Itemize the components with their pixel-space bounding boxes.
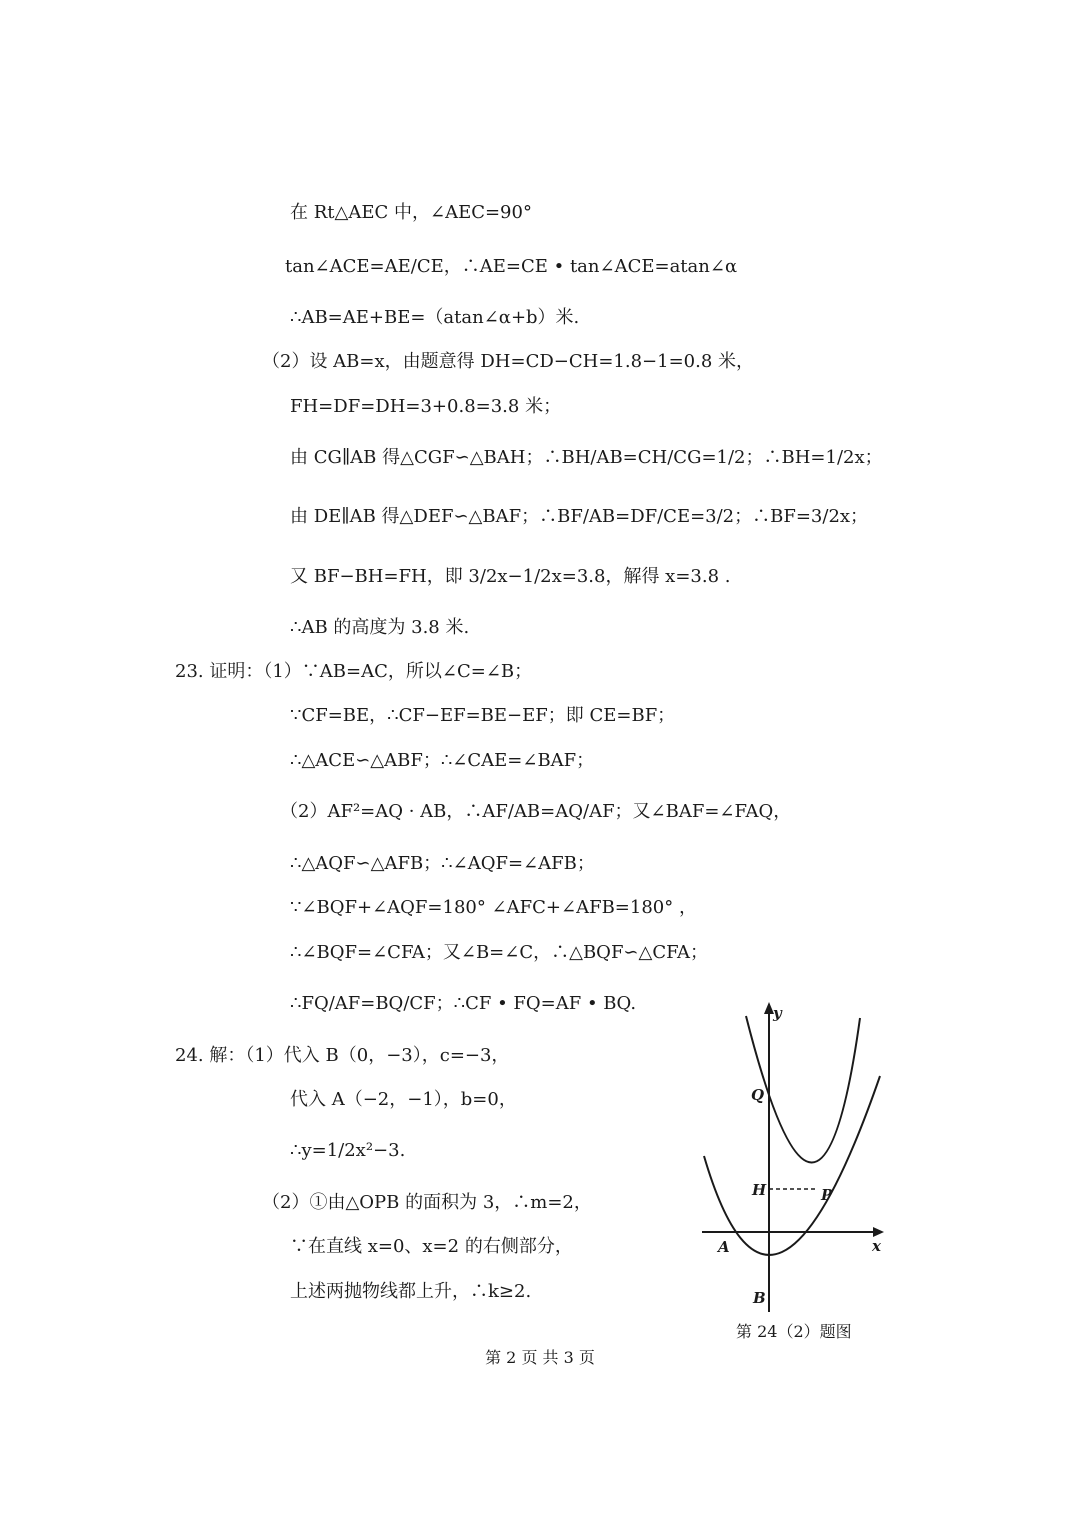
text-line: 上述两抛物线都上升，∴k≥2.	[290, 1281, 532, 1302]
text-line: 23. 证明：（1）∵AB=AC，所以∠C=∠B；	[175, 661, 533, 682]
label-h: H	[752, 1181, 767, 1199]
label-x: x	[872, 1237, 881, 1255]
text-line: ∴FQ/AF=BQ/CF；∴CF • FQ=AF • BQ.	[290, 993, 637, 1014]
text-line: ∴∠BQF=∠CFA；又∠B=∠C，∴△BQF∽△CFA；	[290, 942, 709, 963]
parabola-lower	[704, 1076, 880, 1255]
text-line: 在 Rt△AEC 中，∠AEC=90°	[290, 202, 532, 223]
text-line: tan∠ACE=AE/CE，∴AE=CE • tan∠ACE=atan∠α	[285, 256, 738, 277]
text-line: ∵∠BQF+∠AQF=180° ∠AFC+∠AFB=180° ，	[290, 897, 697, 918]
label-b: B	[753, 1289, 766, 1307]
text-line: （2）设 AB=x，由题意得 DH=CD−CH=1.8−1=0.8 米，	[262, 351, 754, 372]
parabola-figure	[690, 998, 900, 1318]
label-y: y	[773, 1004, 782, 1022]
text-line: ∵在直线 x=0、x=2 的右侧部分，	[290, 1236, 573, 1257]
text-line: ∵CF=BE，∴CF−EF=BE−EF；即 CE=BF；	[290, 705, 676, 726]
text-line: 由 CG∥AB 得△CGF∽△BAH；∴BH/AB=CH/CG=1/2；∴BH=1/2x；	[290, 447, 883, 468]
text-line: ∴y=1/2x²−3.	[290, 1140, 406, 1161]
text-line: 24. 解：（1）代入 B（0，−3），c=−3，	[175, 1045, 510, 1066]
text-line: FH=DF=DH=3+0.8=3.8 米；	[290, 396, 562, 417]
text-line: 又 BF−BH=FH，即 3/2x−1/2x=3.8，解得 x=3.8 .	[290, 566, 731, 587]
text-line: ∴AB=AE+BE=（atan∠α+b）米.	[290, 307, 580, 328]
text-line: （2）AF²=AQ · AB，∴AF/AB=AQ/AF；又∠BAF=∠FAQ，	[280, 801, 792, 822]
text-line: 由 DE∥AB 得△DEF∽△BAF；∴BF/AB=DF/CE=3/2；∴BF=3/2x；	[290, 506, 869, 527]
text-line: ∴△AQF∽△AFB；∴∠AQF=∠AFB；	[290, 853, 595, 874]
figure-caption: 第 24（2）题图	[736, 1322, 852, 1341]
label-q: Q	[751, 1086, 765, 1104]
text-line: 代入 A（−2，−1），b=0，	[290, 1089, 517, 1110]
page-footer: 第 2 页 共 3 页	[485, 1348, 595, 1367]
axes	[702, 1008, 878, 1312]
text-line: ∴△ACE∽△ABF；∴∠CAE=∠BAF；	[290, 750, 595, 771]
label-a: A	[718, 1238, 730, 1256]
label-p: P	[821, 1186, 833, 1204]
text-line: ∴AB 的高度为 3.8 米.	[290, 617, 470, 638]
x-axis-arrow	[873, 1227, 884, 1237]
text-line: （2）①由△OPB 的面积为 3，∴m=2，	[262, 1192, 592, 1213]
